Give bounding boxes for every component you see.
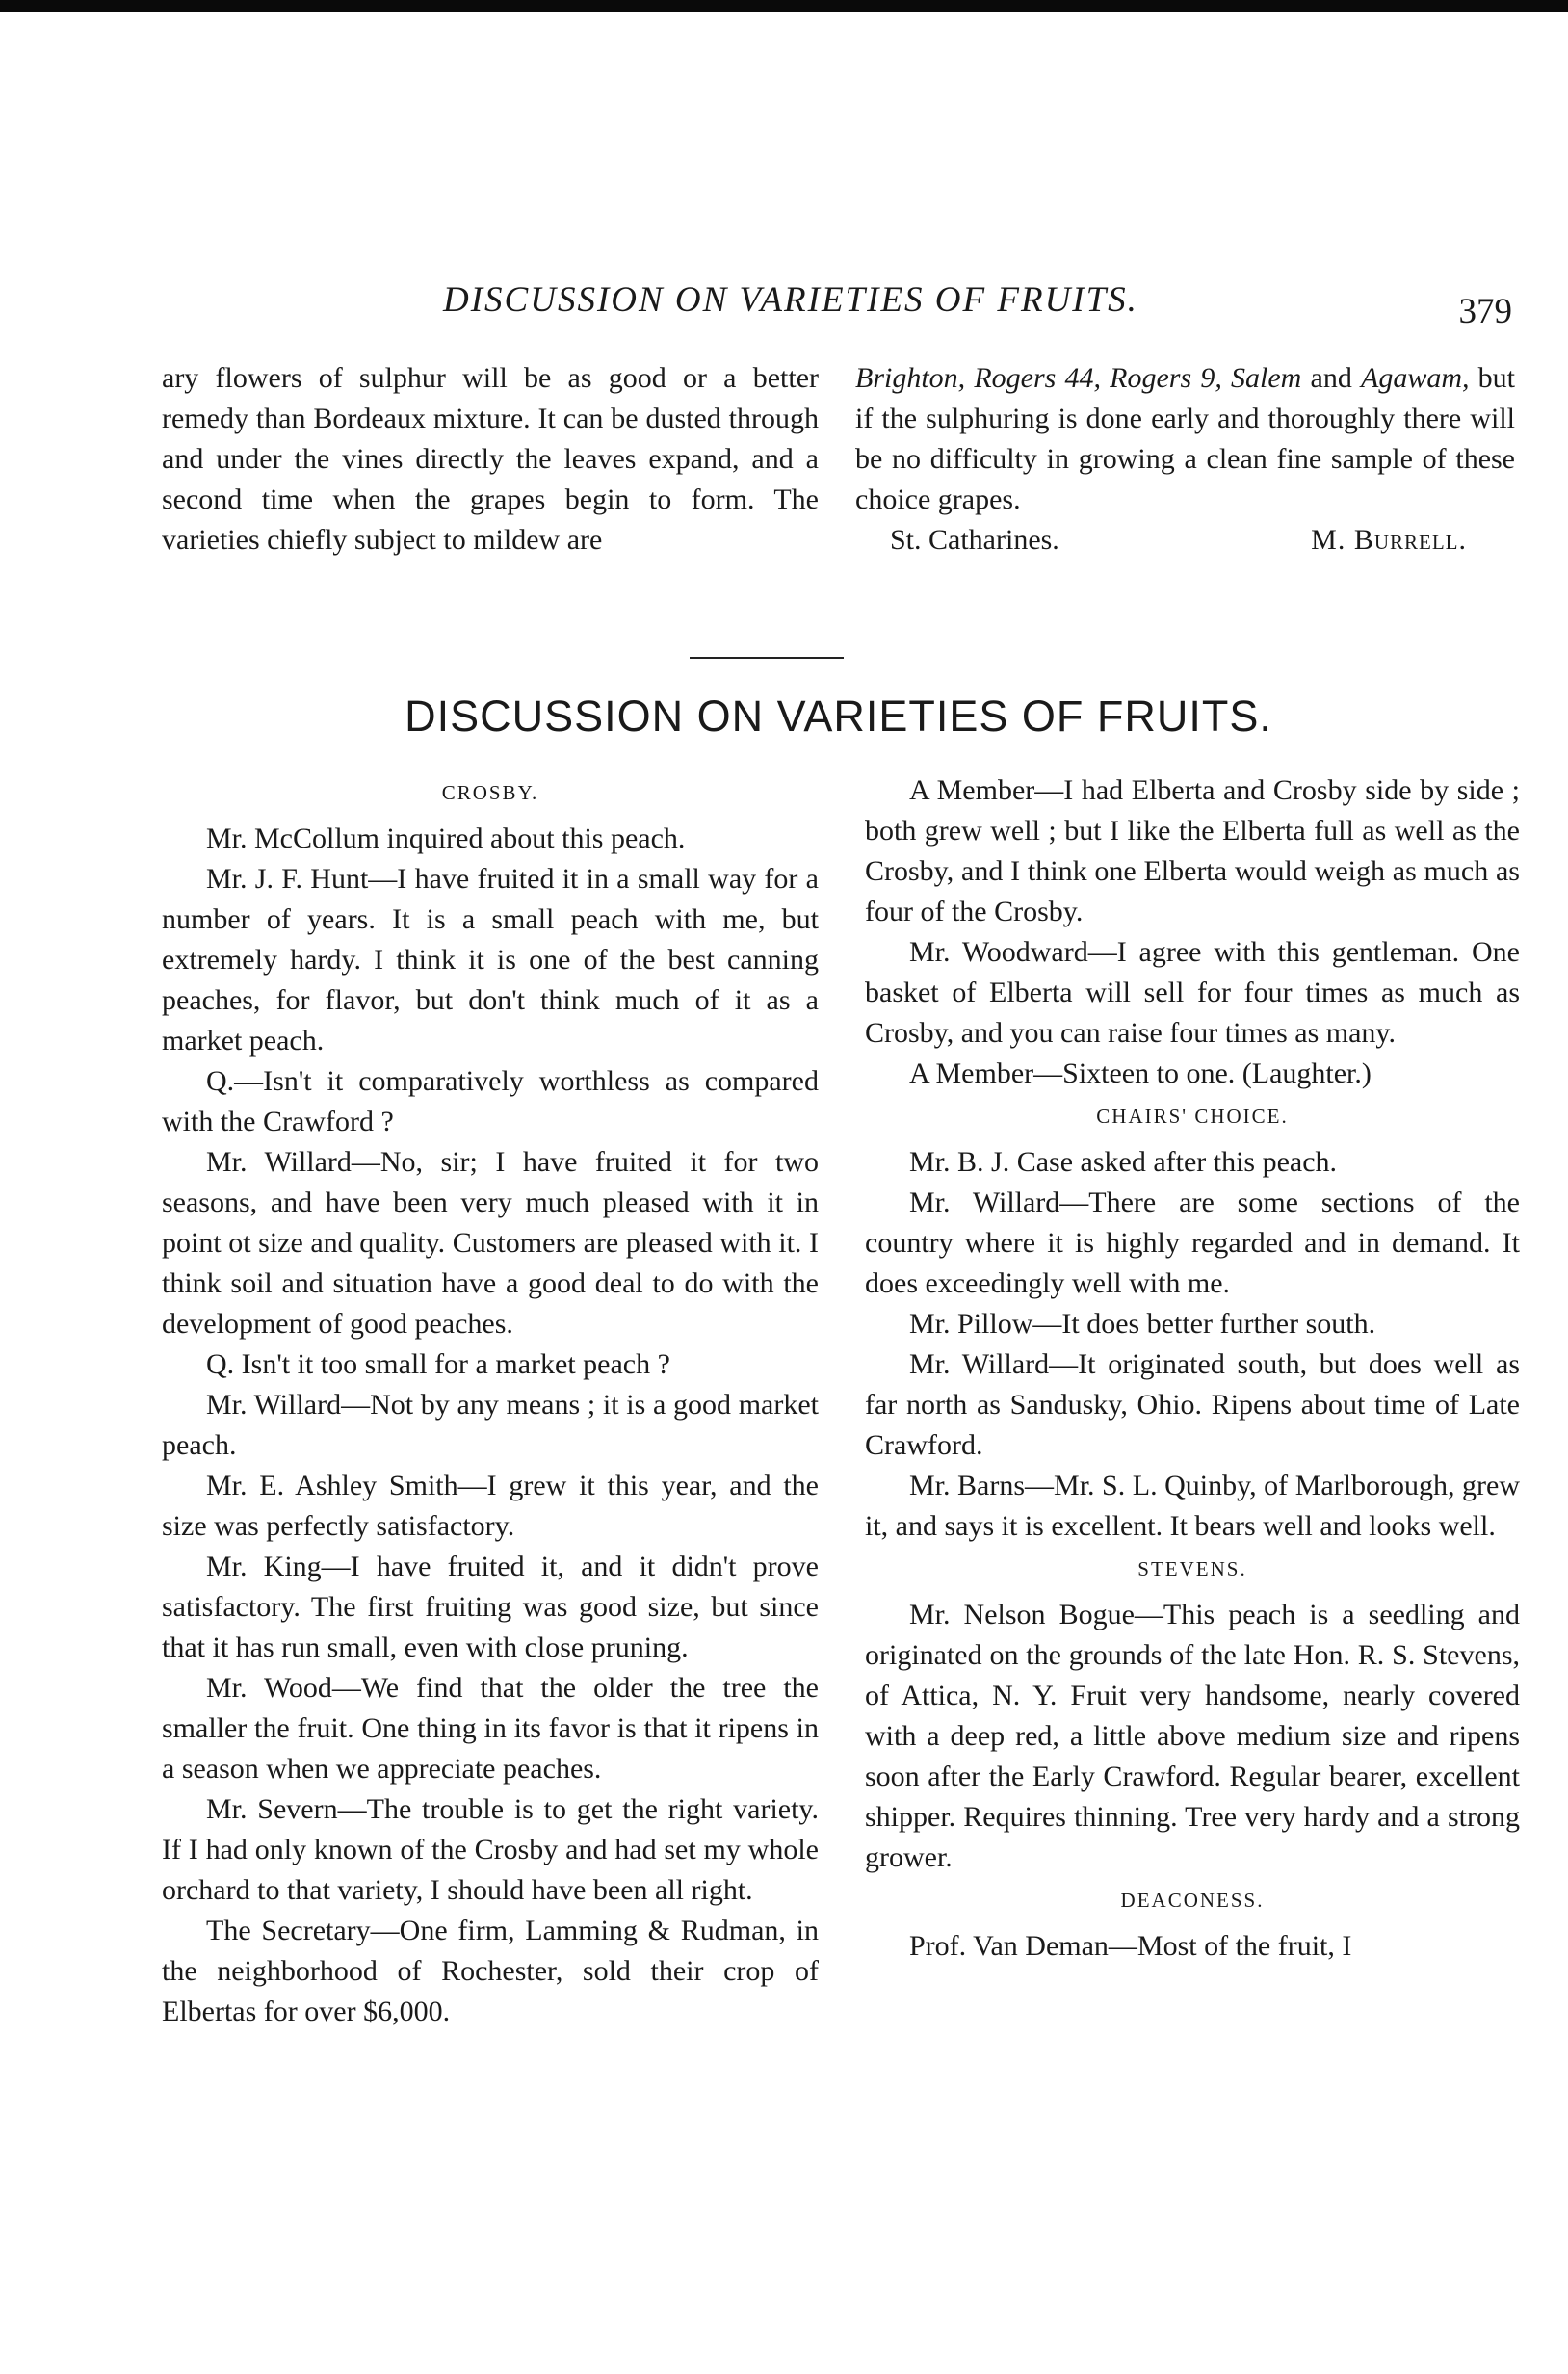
- paragraph: Mr. Barns—Mr. S. L. Quinby, of Marlborough, grew it, and says it is excellent. It bears well and looks well.: [865, 1470, 1520, 1542]
- page-number: 379: [1458, 292, 1512, 331]
- paragraph: Q.—Isn't it comparatively worthless as compared with the Crawford ?: [162, 1065, 819, 1137]
- paragraph: Mr. J. F. Hunt—I have fruited it in a small way for a number of years. It is a small peach with me, but extremely hardy. I think it is one of the best canning peaches, for flavor, but don't think much of it as a market peach.: [162, 863, 819, 1057]
- intro-right-column: [855, 358, 1515, 561]
- grape-variety-agawam: Agawam,: [1361, 362, 1470, 394]
- left-column: [162, 770, 819, 2032]
- paragraph: Mr. E. Ashley Smith—I grew it this year, and the size was perfectly satisfactory.: [162, 1470, 819, 1542]
- intro-right-rest: but if the sulphuring is done early and thoroughly there will be no difficulty in growing a clean fine sample of these choice grapes.: [855, 362, 1516, 515]
- paragraph: Mr. B. J. Case asked after this peach.: [909, 1146, 1338, 1178]
- subhead-stevens: STEVENS.: [1137, 1557, 1247, 1580]
- paragraph: Mr. Willard—Not by any means ; it is a good market peach.: [162, 1389, 819, 1461]
- section-divider: [690, 657, 844, 659]
- right-column: [865, 770, 1520, 1967]
- running-title: DISCUSSION ON VARIETIES OF FRUITS.: [443, 280, 1138, 320]
- paragraph: Mr. Nelson Bogue—This peach is a seedling and originated on the grounds of the late Hon. R. S. Stevens, of Attica, N. Y. Fruit very handsome, nearly covered with a deep red, a little above medium size and ripens soon after the Early Crawford. Regular bearer, excellent shipper. Requires thinning. Tree very hardy and a strong grower.: [865, 1599, 1520, 1873]
- intro-paragraph-left: ary flowers of sulphur will be as good or a better remedy than Bordeaux mixture. It can be dusted through and under the vines directly the leaves expand, and a second time when the grapes begin to form. The varieties chiefly subject to mildew are: [162, 362, 819, 556]
- top-border-rule: [0, 0, 1568, 12]
- grape-varieties: Brighton, Rogers 44, Rogers 9, Salem: [855, 362, 1302, 394]
- page-header: [164, 279, 1512, 337]
- paragraph: Mr. McCollum inquired about this peach.: [206, 822, 686, 854]
- paragraph: Mr. Severn—The trouble is to get the right variety. If I had only known of the Crosby and had set my whole orchard to that variety, I should have been all right.: [162, 1793, 819, 1906]
- paragraph: A Member—Sixteen to one. (Laughter.): [909, 1057, 1372, 1089]
- paragraph: Mr. Willard—There are some sections of the country where it is highly regarded and in demand. It does exceedingly well with me.: [865, 1187, 1520, 1299]
- paragraph: The Secretary—One firm, Lamming & Rudman, in the neighborhood of Rochester, sold their crop of Elbertas for over $6,000.: [162, 1915, 819, 2027]
- paragraph: Mr. King—I have fruited it, and it didn't prove satisfactory. The first fruiting was good size, but since that it has run small, even with close pruning.: [162, 1551, 819, 1663]
- subhead-deaconess: DEACONESS.: [1120, 1889, 1265, 1912]
- paragraph: Mr. Woodward—I agree with this gentleman. One basket of Elberta will sell for four times as much as Crosby, and you can raise four times as many.: [865, 936, 1520, 1049]
- section-title: DISCUSSION ON VARIETIES OF FRUITS.: [405, 691, 1272, 741]
- subhead-chairs-choice: CHAIRS' CHOICE.: [1096, 1105, 1289, 1128]
- paragraph: Mr. Willard—It originated south, but does well as far north as Sandusky, Ohio. Ripens about time of Late Crawford.: [865, 1348, 1520, 1461]
- paragraph: Mr. Pillow—It does better further south.: [909, 1308, 1376, 1340]
- signature-line: [855, 520, 1515, 561]
- subhead-crosby: CROSBY.: [441, 781, 539, 804]
- paragraph: Mr. Wood—We find that the older the tree the smaller the fruit. One thing in its favor is that it ripens in a season when we appreciate peaches.: [162, 1672, 819, 1785]
- paragraph: Q. Isn't it too small for a market peach ?: [206, 1348, 670, 1380]
- intro-paragraph-right: [855, 358, 1515, 520]
- conjunction: and: [1310, 362, 1352, 394]
- paragraph: A Member—I had Elberta and Crosby side by side ; both grew well ; but I like the Elberta full as well as the Crosby, and I think one Elberta would weigh as much as four of the Crosby.: [865, 774, 1520, 927]
- paragraph: Prof. Van Deman—Most of the fruit, I: [909, 1930, 1352, 1962]
- paragraph: Mr. Willard—No, sir; I have fruited it for two seasons, and have been very much pleased with it in point ot size and quality. Customers are pleased with it. I think soil and situation have a good deal to do with the development of good peaches.: [162, 1146, 819, 1340]
- intro-left-column: [162, 358, 819, 561]
- signature-name: M. Burrell.: [1311, 524, 1467, 556]
- signature-place: St. Catharines.: [890, 524, 1059, 556]
